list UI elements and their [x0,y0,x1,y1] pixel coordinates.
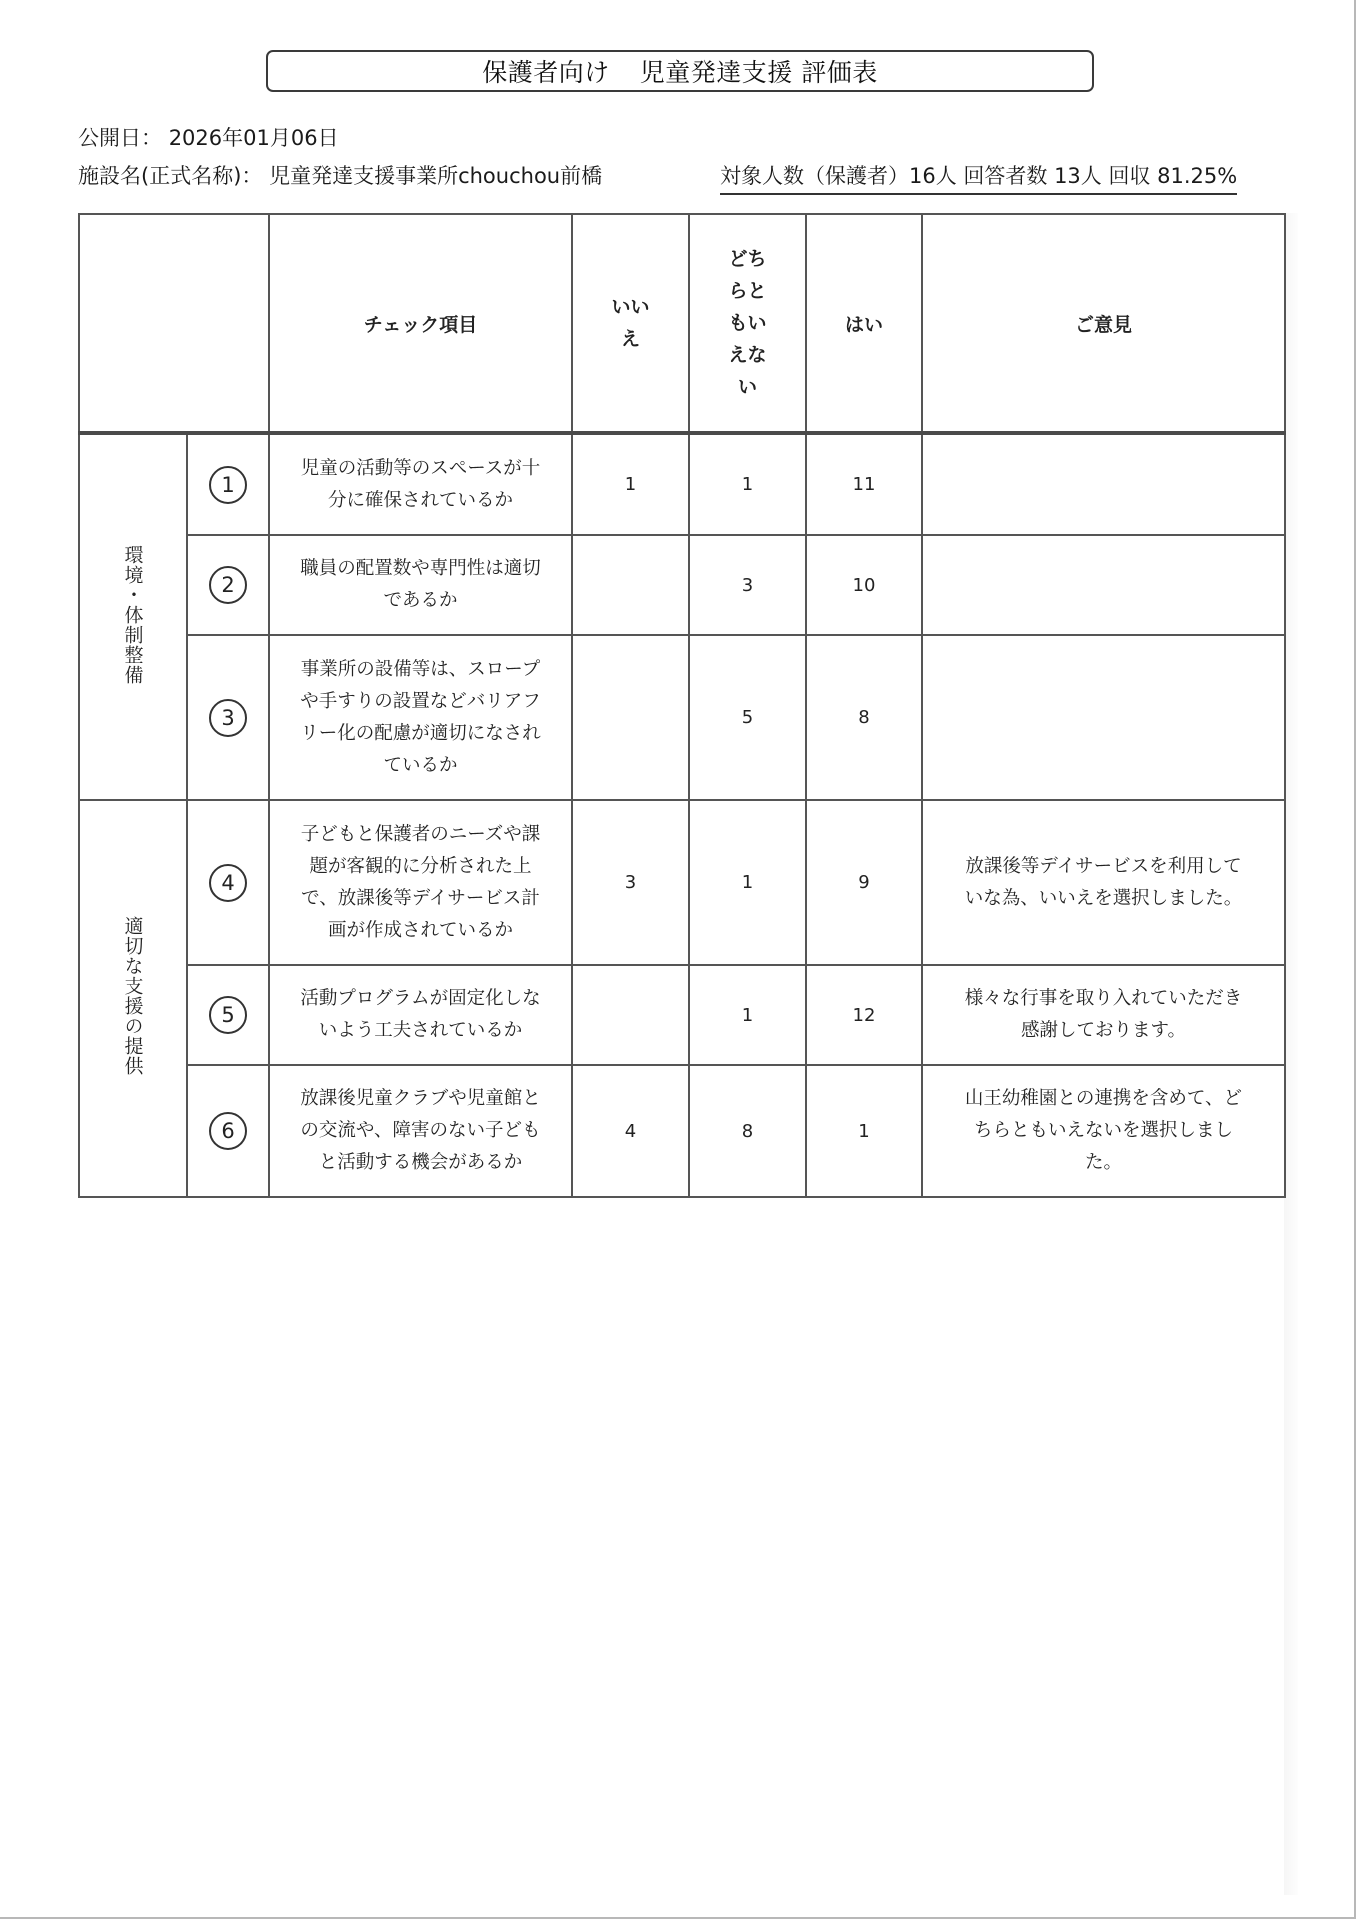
check-item-text-line: で、放課後等デイサービス計 [301,887,540,909]
facility-name: 児童発達支援事業所chouchou前橋 [269,164,603,188]
answer-neutral-count: 1 [689,433,806,535]
publish-date: 2026年01月06日 [168,126,339,150]
category-cell [79,433,187,800]
header-no [572,214,689,433]
page-edge-bottom [0,1917,1356,1919]
title-part-2: 児童発達支援 評価表 [639,58,878,87]
category-label: 環境・体制整備 [121,544,144,685]
comment-text-line: 様々な行事を取り入れていただき [964,988,1243,1009]
check-item-text-line: であるか [383,590,458,611]
document-title [266,50,1094,92]
comment-cell [922,433,1285,535]
comment-text-line: いな為、いいえを選択しました。 [964,887,1243,909]
header-label-line: もい [728,312,767,334]
table-row [79,433,1285,535]
check-item-text-line: 題が客観的に分析された上 [309,855,532,877]
answer-neutral-count: 1 [689,965,806,1065]
check-item-text-line: 子どもと保護者のニーズや課 [300,823,541,845]
facility-label: 施設名(正式名称)： [78,164,263,188]
check-item-text-line: 事業所の設備等は、スロープ [300,658,541,680]
publish-date-label: 公開日： [78,126,162,150]
item-number-cell [187,1065,269,1197]
answer-yes-count: 11 [806,433,922,535]
item-number-badge: 2 [209,566,247,604]
header-label-line: らと [728,280,767,302]
table-row [79,800,1285,965]
check-item-text-line: 放課後児童クラブや児童館と [300,1088,541,1109]
check-item-text-line: 児童の活動等のスペースが十 [300,457,541,479]
page-shadow [1284,213,1298,1895]
check-item-text-line: や手すりの設置などバリアフ [300,690,541,712]
publish-date-line [78,122,339,152]
table-row [79,1065,1285,1197]
check-item-cell [269,800,572,965]
comment-cell [922,635,1285,800]
comment-text-line: 感謝しております。 [1020,1020,1187,1041]
header-category [79,214,269,433]
item-number-badge: 1 [209,466,247,504]
category-label: 適切な支援の提供 [121,916,144,1076]
answer-no-count [572,535,689,635]
comment-text-line: 山王幼稚園との連携を含めて、ど [964,1088,1243,1109]
header-label-line: えな [728,344,767,366]
check-item-text-line: 分に確保されているか [327,489,513,511]
item-number-badge: 5 [209,996,247,1034]
item-number-badge: 3 [209,699,247,737]
evaluation-table [78,213,1286,1198]
item-number-cell [187,965,269,1065]
answer-neutral-count: 8 [689,1065,806,1197]
answer-no-count: 3 [572,800,689,965]
answer-yes-count: 8 [806,635,922,800]
item-number-badge: 4 [209,864,247,902]
item-number-cell [187,535,269,635]
check-item-text-line: リー化の配慮が適切になされ [300,722,541,744]
check-item-cell [269,635,572,800]
table-row [79,635,1285,800]
check-item-cell [269,433,572,535]
check-item-text-line: の交流や、障害のない子ども [300,1120,541,1141]
check-item-text-line: 画が作成されているか [327,919,513,941]
response-stats: 対象人数（保護者）16人 回答者数 13人 回収 81.25% [720,160,1237,195]
page-edge-right [1354,0,1356,1918]
answer-neutral-count: 3 [689,535,806,635]
header-check-item: チェック項目 [269,214,572,433]
comment-text-line: た。 [1084,1152,1122,1173]
answer-no-count [572,965,689,1065]
check-item-cell [269,1065,572,1197]
comment-text-line: 放課後等デイサービスを利用して [965,855,1242,877]
facility-line [78,160,602,190]
header-label-line: いい [611,296,650,318]
check-item-cell [269,535,572,635]
answer-yes-count: 1 [806,1065,922,1197]
table-row [79,965,1285,1065]
header-neutral [689,214,806,433]
check-item-text-line: ているか [383,754,458,776]
answer-no-count: 1 [572,433,689,535]
item-number-cell [187,800,269,965]
comment-cell [922,965,1285,1065]
table-header-row [79,214,1285,433]
comment-text-line: ちらともいえないを選択しまし [973,1120,1233,1141]
header-label-line: え [620,328,640,350]
comment-cell [922,800,1285,965]
check-item-text-line: 活動プログラムが固定化しな [300,988,541,1009]
header-yes: はい [806,214,922,433]
answer-no-count [572,635,689,800]
answer-yes-count: 9 [806,800,922,965]
check-item-text-line: と活動する機会があるか [318,1152,523,1173]
item-number-cell [187,635,269,800]
answer-neutral-count: 1 [689,800,806,965]
check-item-cell [269,965,572,1065]
item-number-cell [187,433,269,535]
table-row [79,535,1285,635]
header-label-line: い [737,376,757,398]
answer-no-count: 4 [572,1065,689,1197]
comment-cell [922,535,1285,635]
answer-yes-count: 12 [806,965,922,1065]
comment-cell [922,1065,1285,1197]
category-cell [79,800,187,1197]
answer-neutral-count: 5 [689,635,806,800]
answer-yes-count: 10 [806,535,922,635]
header-label-line: どち [728,248,767,270]
item-number-badge: 6 [209,1112,247,1150]
title-part-1: 保護者向け [482,58,610,87]
check-item-text-line: 職員の配置数や専門性は適切 [300,558,541,579]
header-comments: ご意見 [922,214,1285,433]
check-item-text-line: いよう工夫されているか [318,1020,523,1041]
